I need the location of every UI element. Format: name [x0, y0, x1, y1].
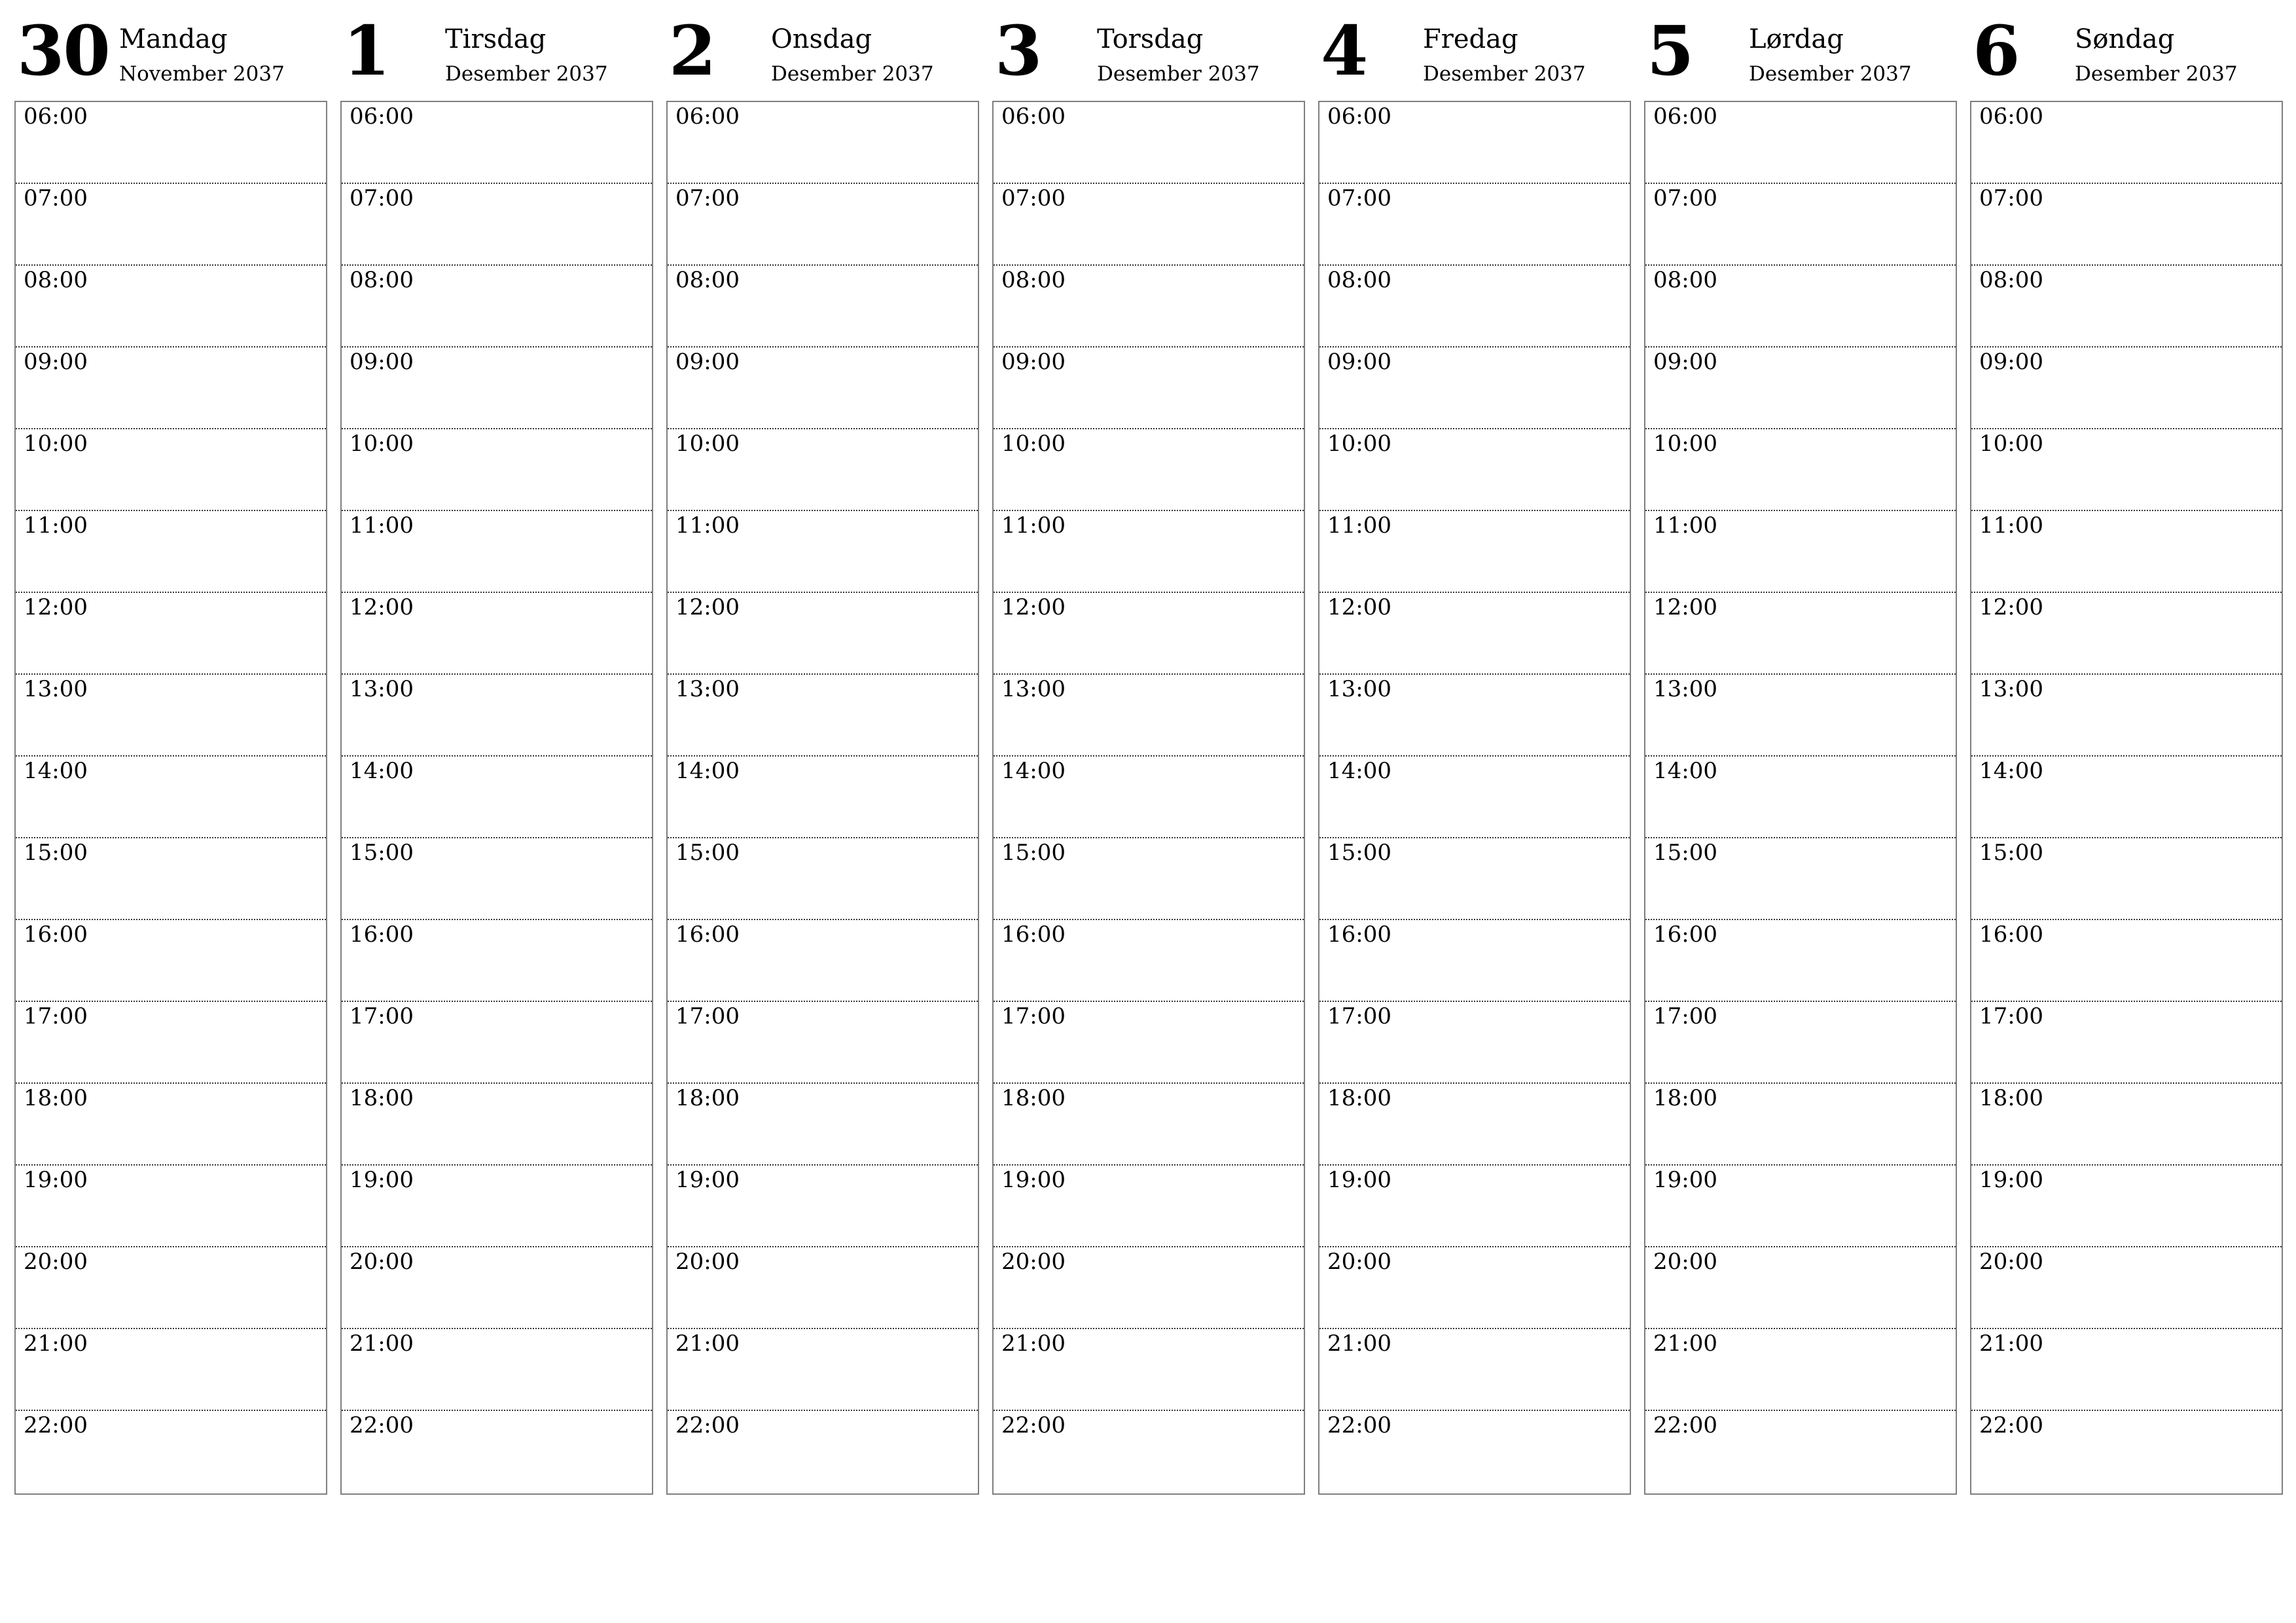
hour-slot-3-3[interactable] [994, 348, 1304, 429]
hour-slot-0-12[interactable] [16, 1084, 326, 1166]
hour-label: 21:00 [1327, 1330, 1391, 1357]
day-column-6 [1970, 0, 2283, 1505]
hour-slot-6-15[interactable] [1971, 1329, 2282, 1411]
hour-slot-3-8[interactable] [994, 757, 1304, 838]
hour-label: 17:00 [1327, 1003, 1391, 1029]
hour-label: 14:00 [1001, 758, 1066, 784]
hour-label: 21:00 [1653, 1330, 1717, 1357]
hour-slot-3-14[interactable] [994, 1247, 1304, 1329]
hour-slot-6-4[interactable] [1971, 429, 2282, 511]
hour-label: 11:00 [1653, 512, 1717, 539]
hour-slot-1-1[interactable] [342, 184, 652, 266]
hour-label: 19:00 [1979, 1167, 2043, 1193]
hour-label: 08:00 [1979, 267, 2043, 293]
hour-slot-2-6[interactable] [668, 593, 978, 675]
hour-slot-3-6[interactable] [994, 593, 1304, 675]
day-column-4 [1318, 0, 1631, 1505]
hour-label: 08:00 [1653, 267, 1717, 293]
hour-label: 19:00 [24, 1167, 88, 1193]
hour-label: 12:00 [675, 594, 740, 620]
hour-slot-5-2[interactable] [1645, 266, 1956, 348]
day-number: 6 [1973, 10, 2019, 91]
hour-label: 09:00 [1653, 349, 1717, 375]
hour-label: 06:00 [24, 103, 88, 130]
hour-label: 18:00 [24, 1085, 88, 1111]
hour-slot-2-8[interactable] [668, 757, 978, 838]
hour-label: 15:00 [1653, 840, 1717, 866]
week-planner [14, 0, 2283, 1505]
hour-label: 06:00 [1979, 103, 2043, 130]
hour-label: 11:00 [1327, 512, 1391, 539]
hour-slot-3-13[interactable] [994, 1166, 1304, 1247]
hour-slot-5-14[interactable] [1645, 1247, 1956, 1329]
day-name: Tirsdag [445, 24, 547, 54]
day-number: 5 [1647, 10, 1693, 91]
hour-slot-2-11[interactable] [668, 1002, 978, 1084]
hour-label: 22:00 [350, 1412, 414, 1438]
hour-label: 11:00 [1001, 512, 1066, 539]
hour-label: 15:00 [675, 840, 740, 866]
hour-label: 19:00 [350, 1167, 414, 1193]
hour-slot-3-10[interactable] [994, 920, 1304, 1002]
hour-slot-2-12[interactable] [668, 1084, 978, 1166]
hour-slot-4-1[interactable] [1319, 184, 1630, 266]
hour-slot-1-5[interactable] [342, 511, 652, 593]
hour-slot-5-16[interactable] [1645, 1411, 1956, 1491]
day-name: Mandag [119, 24, 228, 54]
hour-slot-2-13[interactable] [668, 1166, 978, 1247]
hour-label: 17:00 [675, 1003, 740, 1029]
hour-slot-5-13[interactable] [1645, 1166, 1956, 1247]
day-column-2 [666, 0, 979, 1505]
hour-label: 07:00 [1327, 185, 1391, 211]
hour-label: 14:00 [1979, 758, 2043, 784]
day-month-year: Desember 2037 [1749, 62, 1912, 86]
hour-slot-3-1[interactable] [994, 184, 1304, 266]
hour-slot-4-7[interactable] [1319, 675, 1630, 757]
day-month-year: Desember 2037 [2075, 62, 2238, 86]
hour-label: 08:00 [24, 267, 88, 293]
hour-slot-5-15[interactable] [1645, 1329, 1956, 1411]
hour-slot-1-0[interactable] [342, 102, 652, 184]
hour-label: 07:00 [350, 185, 414, 211]
hour-slot-0-15[interactable] [16, 1329, 326, 1411]
hour-label: 06:00 [1327, 103, 1391, 130]
hour-label: 15:00 [1979, 840, 2043, 866]
hour-slot-0-7[interactable] [16, 675, 326, 757]
hour-slot-1-15[interactable] [342, 1329, 652, 1411]
hour-label: 07:00 [24, 185, 88, 211]
hour-label: 18:00 [675, 1085, 740, 1111]
hour-label: 21:00 [350, 1330, 414, 1357]
hour-label: 07:00 [1653, 185, 1717, 211]
hour-label: 12:00 [350, 594, 414, 620]
hour-slot-4-12[interactable] [1319, 1084, 1630, 1166]
hour-label: 07:00 [675, 185, 740, 211]
hour-label: 20:00 [1653, 1249, 1717, 1275]
hour-slot-1-13[interactable] [342, 1166, 652, 1247]
day-month-year: November 2037 [119, 62, 285, 86]
hour-label: 21:00 [1979, 1330, 2043, 1357]
hour-label: 11:00 [1979, 512, 2043, 539]
hour-slot-1-2[interactable] [342, 266, 652, 348]
hour-label: 16:00 [1327, 921, 1391, 948]
hour-label: 14:00 [350, 758, 414, 784]
hour-slot-2-0[interactable] [668, 102, 978, 184]
hour-label: 10:00 [675, 431, 740, 457]
hour-slot-0-0[interactable] [16, 102, 326, 184]
hour-label: 21:00 [675, 1330, 740, 1357]
hour-slot-6-8[interactable] [1971, 757, 2282, 838]
hour-slot-1-4[interactable] [342, 429, 652, 511]
day-name: Fredag [1423, 24, 1518, 54]
hour-label: 22:00 [1653, 1412, 1717, 1438]
hour-label: 13:00 [350, 676, 414, 702]
day-schedule-box [1970, 101, 2283, 1495]
hour-slot-4-0[interactable] [1319, 102, 1630, 184]
hour-label: 09:00 [675, 349, 740, 375]
hour-slot-1-9[interactable] [342, 838, 652, 920]
day-month-year: Desember 2037 [1423, 62, 1586, 86]
hour-label: 16:00 [675, 921, 740, 948]
hour-slot-5-4[interactable] [1645, 429, 1956, 511]
hour-slot-2-16[interactable] [668, 1411, 978, 1491]
hour-label: 17:00 [1653, 1003, 1717, 1029]
hour-label: 12:00 [24, 594, 88, 620]
hour-label: 16:00 [24, 921, 88, 948]
hour-label: 17:00 [24, 1003, 88, 1029]
day-number: 4 [1321, 10, 1367, 91]
hour-label: 21:00 [1001, 1330, 1066, 1357]
hour-slot-3-16[interactable] [994, 1411, 1304, 1491]
hour-slot-6-9[interactable] [1971, 838, 2282, 920]
hour-label: 06:00 [350, 103, 414, 130]
day-header [340, 0, 653, 101]
hour-slot-0-8[interactable] [16, 757, 326, 838]
day-column-1 [340, 0, 653, 1505]
hour-slot-1-14[interactable] [342, 1247, 652, 1329]
day-header [1644, 0, 1957, 101]
hour-label: 12:00 [1653, 594, 1717, 620]
hour-label: 08:00 [1001, 267, 1066, 293]
hour-slot-1-8[interactable] [342, 757, 652, 838]
hour-label: 20:00 [1979, 1249, 2043, 1275]
hour-label: 14:00 [24, 758, 88, 784]
day-month-year: Desember 2037 [445, 62, 608, 86]
hour-label: 08:00 [675, 267, 740, 293]
hour-slot-4-10[interactable] [1319, 920, 1630, 1002]
hour-slot-5-10[interactable] [1645, 920, 1956, 1002]
hour-slot-4-13[interactable] [1319, 1166, 1630, 1247]
hour-slot-1-7[interactable] [342, 675, 652, 757]
hour-slot-4-5[interactable] [1319, 511, 1630, 593]
hour-slot-4-6[interactable] [1319, 593, 1630, 675]
hour-label: 18:00 [1653, 1085, 1717, 1111]
hour-slot-6-7[interactable] [1971, 675, 2282, 757]
hour-label: 10:00 [1327, 431, 1391, 457]
hour-label: 06:00 [1001, 103, 1066, 130]
day-schedule-box [1644, 101, 1957, 1495]
hour-slot-6-2[interactable] [1971, 266, 2282, 348]
hour-slot-0-4[interactable] [16, 429, 326, 511]
hour-label: 13:00 [1001, 676, 1066, 702]
hour-slot-5-9[interactable] [1645, 838, 1956, 920]
hour-slot-4-3[interactable] [1319, 348, 1630, 429]
hour-slot-4-15[interactable] [1319, 1329, 1630, 1411]
day-schedule-box [1318, 101, 1631, 1495]
hour-label: 13:00 [675, 676, 740, 702]
hour-slot-4-8[interactable] [1319, 757, 1630, 838]
hour-label: 06:00 [675, 103, 740, 130]
hour-label: 07:00 [1001, 185, 1066, 211]
hour-slot-4-14[interactable] [1319, 1247, 1630, 1329]
hour-label: 10:00 [1001, 431, 1066, 457]
hour-label: 09:00 [24, 349, 88, 375]
hour-label: 22:00 [1979, 1412, 2043, 1438]
hour-slot-2-2[interactable] [668, 266, 978, 348]
hour-slot-6-3[interactable] [1971, 348, 2282, 429]
hour-slot-5-12[interactable] [1645, 1084, 1956, 1166]
hour-slot-0-9[interactable] [16, 838, 326, 920]
day-name: Onsdag [771, 24, 872, 54]
hour-label: 09:00 [350, 349, 414, 375]
hour-label: 14:00 [1327, 758, 1391, 784]
hour-slot-1-3[interactable] [342, 348, 652, 429]
day-header [992, 0, 1305, 101]
hour-slot-6-6[interactable] [1971, 593, 2282, 675]
hour-slot-3-0[interactable] [994, 102, 1304, 184]
hour-label: 12:00 [1001, 594, 1066, 620]
hour-slot-2-3[interactable] [668, 348, 978, 429]
hour-label: 16:00 [350, 921, 414, 948]
hour-label: 18:00 [1327, 1085, 1391, 1111]
hour-slot-4-4[interactable] [1319, 429, 1630, 511]
hour-label: 15:00 [350, 840, 414, 866]
day-month-year: Desember 2037 [1097, 62, 1260, 86]
hour-slot-3-9[interactable] [994, 838, 1304, 920]
hour-slot-2-9[interactable] [668, 838, 978, 920]
hour-label: 13:00 [1653, 676, 1717, 702]
hour-slot-3-2[interactable] [994, 266, 1304, 348]
hour-label: 15:00 [24, 840, 88, 866]
hour-slot-3-7[interactable] [994, 675, 1304, 757]
hour-slot-0-1[interactable] [16, 184, 326, 266]
day-name: Torsdag [1097, 24, 1204, 54]
hour-slot-4-11[interactable] [1319, 1002, 1630, 1084]
hour-label: 17:00 [350, 1003, 414, 1029]
hour-label: 10:00 [350, 431, 414, 457]
hour-label: 11:00 [675, 512, 740, 539]
hour-label: 10:00 [24, 431, 88, 457]
hour-label: 22:00 [1327, 1412, 1391, 1438]
hour-label: 16:00 [1979, 921, 2043, 948]
hour-slot-5-1[interactable] [1645, 184, 1956, 266]
hour-label: 10:00 [1653, 431, 1717, 457]
hour-slot-6-10[interactable] [1971, 920, 2282, 1002]
hour-slot-1-16[interactable] [342, 1411, 652, 1491]
hour-slot-2-1[interactable] [668, 184, 978, 266]
hour-slot-0-10[interactable] [16, 920, 326, 1002]
hour-slot-5-7[interactable] [1645, 675, 1956, 757]
hour-label: 15:00 [1001, 840, 1066, 866]
hour-label: 07:00 [1979, 185, 2043, 211]
hour-slot-4-9[interactable] [1319, 838, 1630, 920]
hour-slot-0-11[interactable] [16, 1002, 326, 1084]
hour-label: 20:00 [1001, 1249, 1066, 1275]
day-schedule-box [340, 101, 653, 1495]
hour-slot-0-13[interactable] [16, 1166, 326, 1247]
day-header [1970, 0, 2283, 101]
hour-label: 10:00 [1979, 431, 2043, 457]
day-name: Søndag [2075, 24, 2175, 54]
day-schedule-box [14, 101, 327, 1495]
hour-label: 15:00 [1327, 840, 1391, 866]
hour-label: 22:00 [1001, 1412, 1066, 1438]
hour-label: 13:00 [1327, 676, 1391, 702]
day-header [14, 0, 327, 101]
hour-label: 16:00 [1653, 921, 1717, 948]
hour-label: 09:00 [1001, 349, 1066, 375]
day-column-0 [14, 0, 327, 1505]
hour-slot-0-2[interactable] [16, 266, 326, 348]
hour-label: 21:00 [24, 1330, 88, 1357]
day-schedule-box [666, 101, 979, 1495]
hour-label: 22:00 [675, 1412, 740, 1438]
hour-slot-0-3[interactable] [16, 348, 326, 429]
hour-slot-2-15[interactable] [668, 1329, 978, 1411]
hour-label: 19:00 [1653, 1167, 1717, 1193]
hour-label: 18:00 [350, 1085, 414, 1111]
hour-slot-1-11[interactable] [342, 1002, 652, 1084]
hour-label: 20:00 [350, 1249, 414, 1275]
hour-slot-6-1[interactable] [1971, 184, 2282, 266]
hour-slot-0-14[interactable] [16, 1247, 326, 1329]
hour-slot-2-14[interactable] [668, 1247, 978, 1329]
day-number: 2 [669, 10, 715, 91]
hour-slot-5-3[interactable] [1645, 348, 1956, 429]
hour-label: 19:00 [1327, 1167, 1391, 1193]
hour-slot-6-0[interactable] [1971, 102, 2282, 184]
hour-label: 17:00 [1979, 1003, 2043, 1029]
hour-label: 12:00 [1979, 594, 2043, 620]
hour-slot-3-11[interactable] [994, 1002, 1304, 1084]
hour-slot-0-16[interactable] [16, 1411, 326, 1491]
hour-slot-1-10[interactable] [342, 920, 652, 1002]
hour-slot-2-7[interactable] [668, 675, 978, 757]
day-header [666, 0, 979, 101]
hour-slot-1-6[interactable] [342, 593, 652, 675]
hour-label: 20:00 [1327, 1249, 1391, 1275]
day-schedule-box [992, 101, 1305, 1495]
hour-label: 13:00 [1979, 676, 2043, 702]
hour-slot-3-15[interactable] [994, 1329, 1304, 1411]
hour-slot-5-8[interactable] [1645, 757, 1956, 838]
day-header [1318, 0, 1631, 101]
hour-label: 09:00 [1979, 349, 2043, 375]
hour-label: 09:00 [1327, 349, 1391, 375]
hour-label: 12:00 [1327, 594, 1391, 620]
hour-slot-1-12[interactable] [342, 1084, 652, 1166]
hour-slot-3-4[interactable] [994, 429, 1304, 511]
hour-slot-2-5[interactable] [668, 511, 978, 593]
hour-label: 06:00 [1653, 103, 1717, 130]
hour-label: 14:00 [1653, 758, 1717, 784]
day-column-3 [992, 0, 1305, 1505]
hour-slot-6-16[interactable] [1971, 1411, 2282, 1491]
hour-label: 18:00 [1979, 1085, 2043, 1111]
hour-label: 22:00 [24, 1412, 88, 1438]
hour-slot-6-5[interactable] [1971, 511, 2282, 593]
hour-slot-3-5[interactable] [994, 511, 1304, 593]
day-number: 30 [17, 10, 109, 91]
day-number: 3 [995, 10, 1041, 91]
hour-slot-6-11[interactable] [1971, 1002, 2282, 1084]
hour-slot-6-12[interactable] [1971, 1084, 2282, 1166]
hour-label: 16:00 [1001, 921, 1066, 948]
hour-label: 18:00 [1001, 1085, 1066, 1111]
hour-slot-5-6[interactable] [1645, 593, 1956, 675]
hour-label: 11:00 [350, 512, 414, 539]
day-column-5 [1644, 0, 1957, 1505]
hour-slot-6-13[interactable] [1971, 1166, 2282, 1247]
day-name: Lørdag [1749, 24, 1844, 54]
hour-label: 17:00 [1001, 1003, 1066, 1029]
day-month-year: Desember 2037 [771, 62, 934, 86]
hour-slot-5-5[interactable] [1645, 511, 1956, 593]
hour-slot-0-6[interactable] [16, 593, 326, 675]
hour-slot-4-16[interactable] [1319, 1411, 1630, 1491]
hour-label: 11:00 [24, 512, 88, 539]
hour-slot-5-11[interactable] [1645, 1002, 1956, 1084]
hour-slot-6-14[interactable] [1971, 1247, 2282, 1329]
hour-slot-2-10[interactable] [668, 920, 978, 1002]
hour-label: 08:00 [350, 267, 414, 293]
hour-slot-5-0[interactable] [1645, 102, 1956, 184]
hour-label: 19:00 [1001, 1167, 1066, 1193]
day-number: 1 [343, 10, 389, 91]
hour-label: 13:00 [24, 676, 88, 702]
hour-label: 08:00 [1327, 267, 1391, 293]
hour-label: 19:00 [675, 1167, 740, 1193]
hour-slot-3-12[interactable] [994, 1084, 1304, 1166]
hour-slot-0-5[interactable] [16, 511, 326, 593]
hour-slot-2-4[interactable] [668, 429, 978, 511]
hour-label: 14:00 [675, 758, 740, 784]
hour-label: 20:00 [675, 1249, 740, 1275]
hour-label: 20:00 [24, 1249, 88, 1275]
hour-slot-4-2[interactable] [1319, 266, 1630, 348]
